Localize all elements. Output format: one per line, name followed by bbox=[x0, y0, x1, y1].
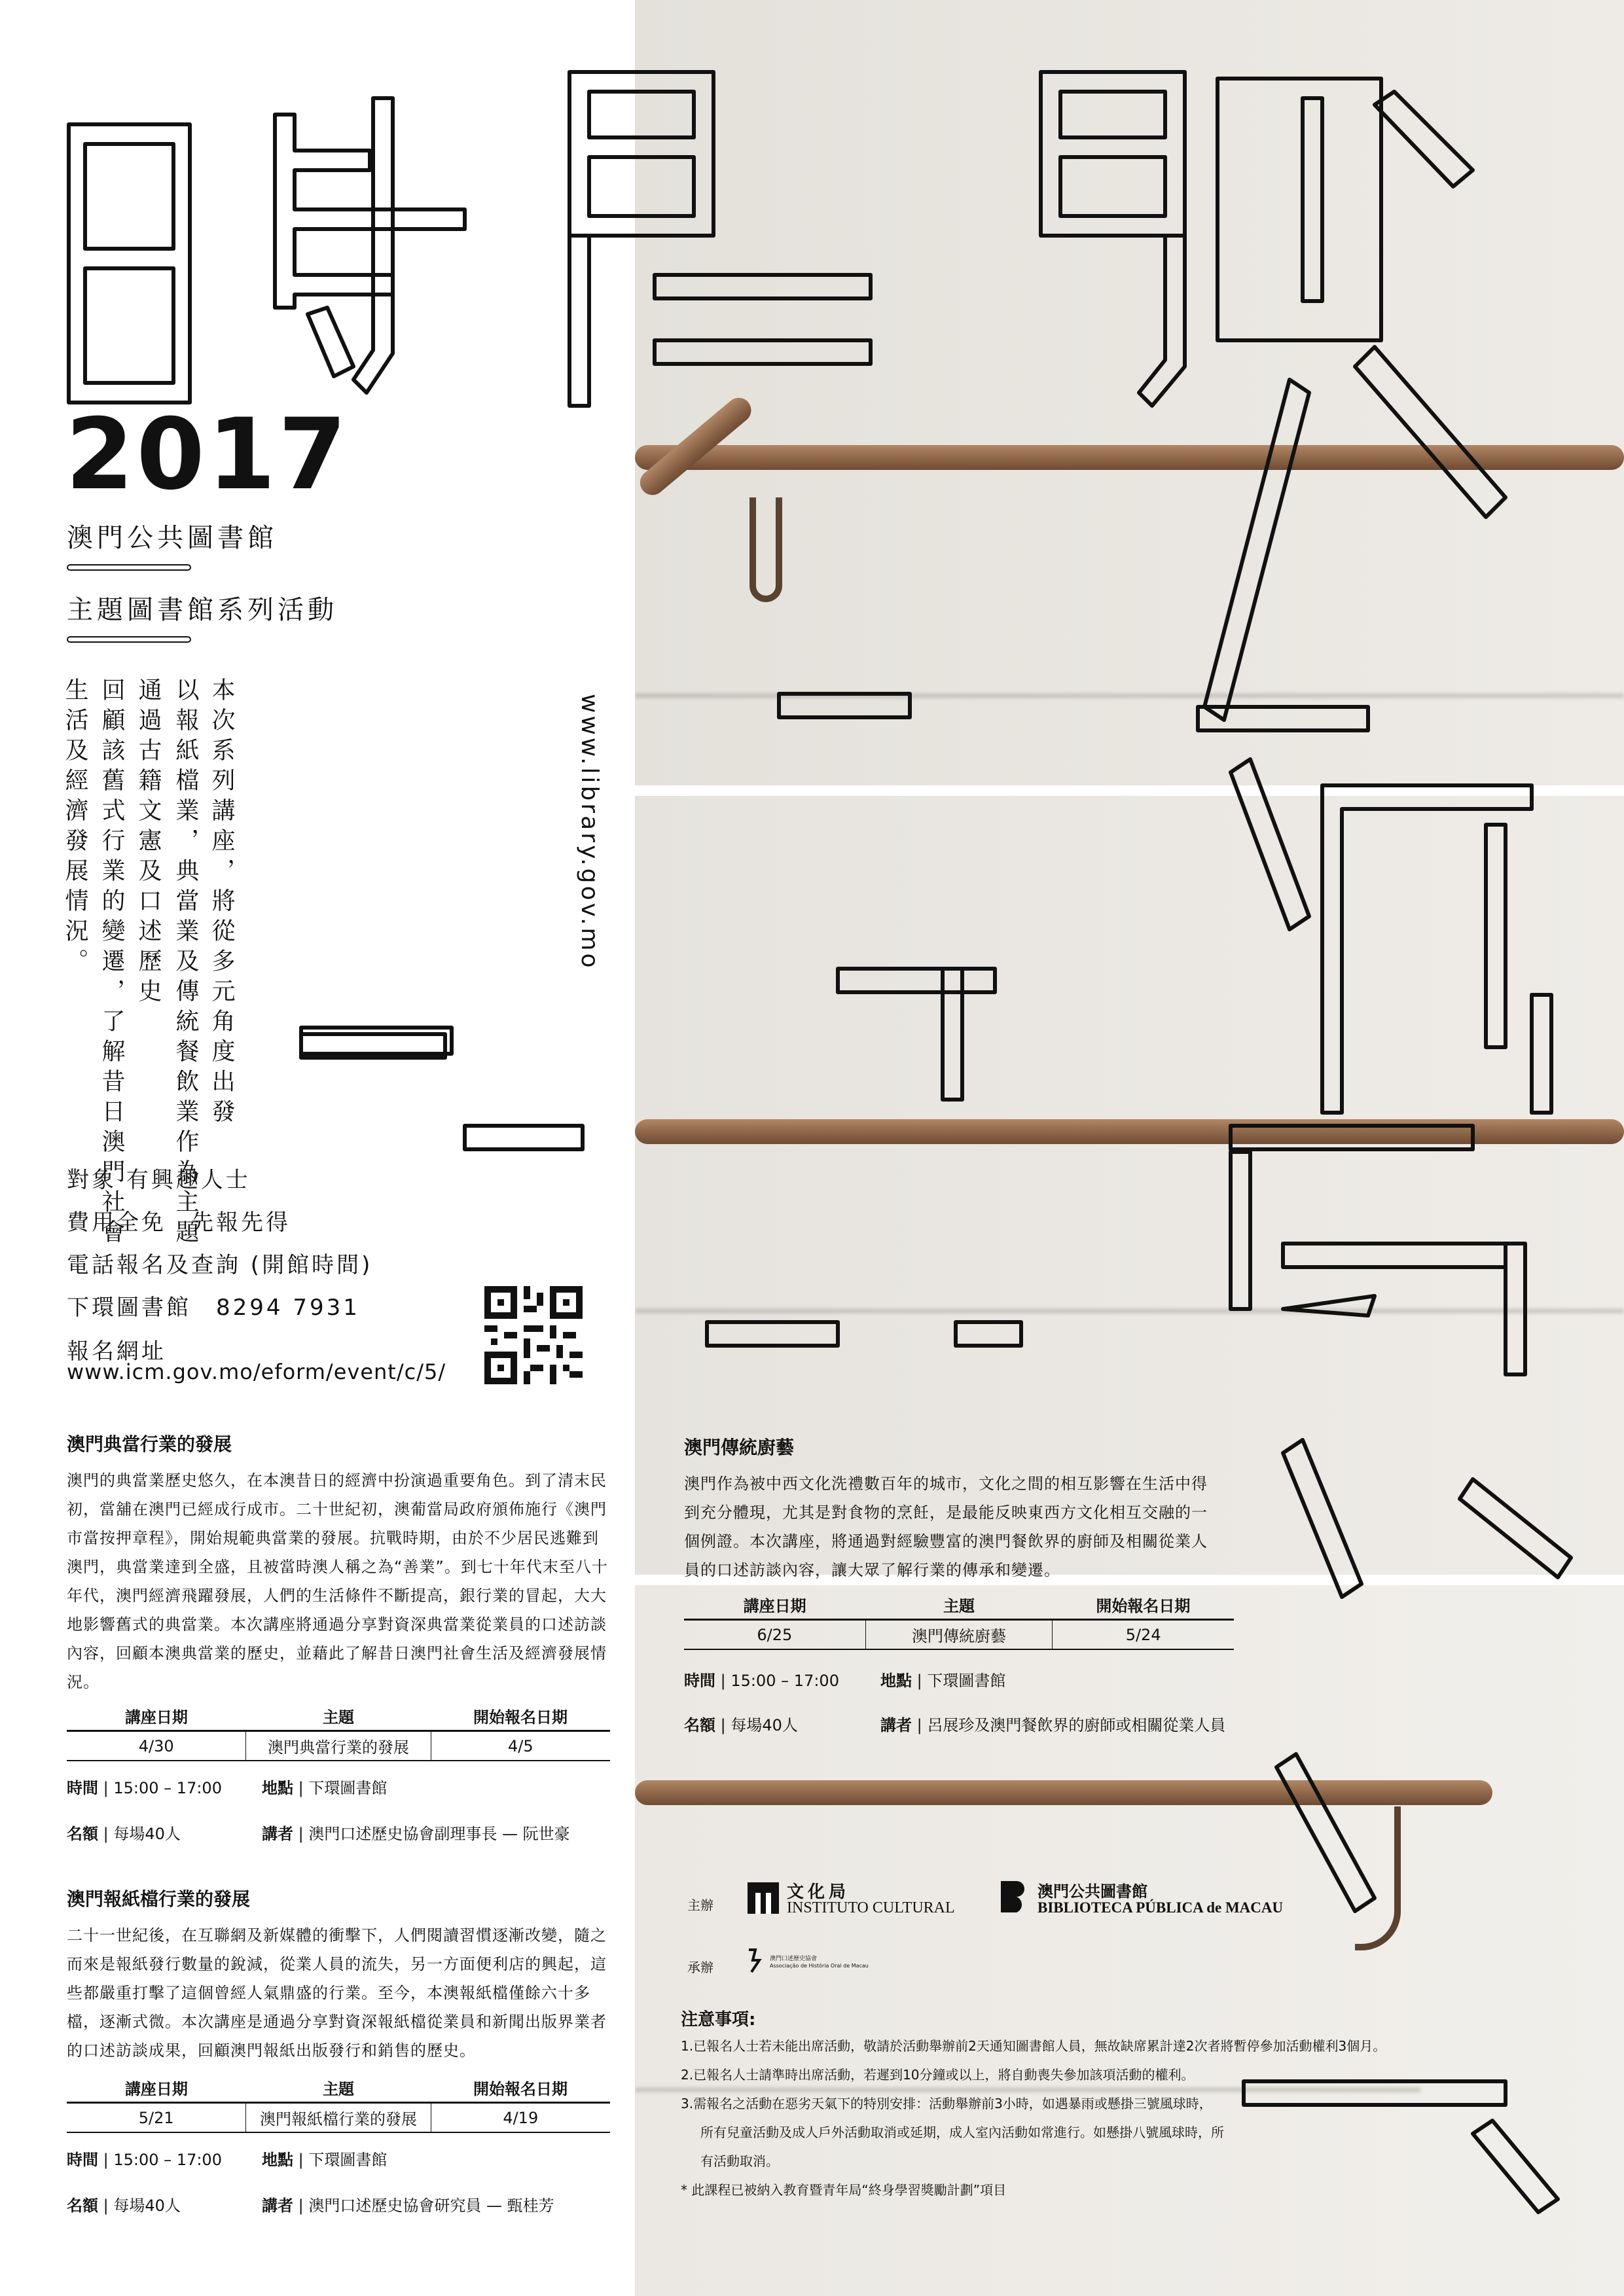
host-label: 主辦 bbox=[687, 1897, 713, 1913]
separator: | bbox=[103, 2197, 109, 2215]
registration-url-link[interactable]: www.icm.gov.mo/eform/event/c/5/ bbox=[67, 1359, 446, 1384]
time-value: 15:00 – 17:00 bbox=[113, 2151, 222, 2169]
intro-column: 通過古籍文憲及口述歷史 bbox=[135, 677, 162, 1009]
col-reg-header: 開始報名日期 bbox=[431, 2073, 610, 2103]
phone-number: 下環圖書館 8294 7931 bbox=[67, 1295, 360, 1321]
note-item: 2.已報名人士請準時出席活動，若遲到10分鐘或以上，將自動喪失參加該項活動的權利。 bbox=[681, 2067, 1195, 2083]
lecture-time bbox=[684, 1668, 839, 1691]
label-place: 地點 bbox=[262, 2151, 293, 2169]
note-item: 所有兒童活動及成人戶外活動取消或延期，成人室內活動如常進行。如懸掛八號風球時，所 bbox=[700, 2125, 1224, 2140]
separator: | bbox=[720, 1716, 726, 1734]
label-quota: 名額 bbox=[684, 1716, 715, 1734]
col-reg-header: 開始報名日期 bbox=[431, 1702, 610, 1731]
schedule-table bbox=[67, 2073, 610, 2133]
divider-bar bbox=[67, 636, 191, 643]
lecture-quota bbox=[67, 1821, 181, 1844]
label-quota: 名額 bbox=[67, 2197, 98, 2215]
intro-column: 回顧該舊式行業的變遷，了解昔日澳門社會 bbox=[98, 677, 125, 1249]
place-value: 下環圖書館 bbox=[927, 1672, 1006, 1690]
lecture-quota bbox=[67, 2193, 181, 2215]
fee-info: 費用全免 先報先得 bbox=[67, 1210, 291, 1236]
place-value: 下環圖書館 bbox=[308, 1779, 388, 1797]
col-date-header: 講座日期 bbox=[67, 1702, 246, 1731]
label-speaker: 講者 bbox=[262, 2197, 293, 2215]
lecture-description: 澳門作為被中西文化洗禮數百年的城市，文化之間的相互影響在生活中得到充分體現，尤其是對食物的烹飪，是最能反映東西方文化相互交融的一個例證。本次講座，將通過對經驗豐富的澳門餐飲界的廚師及相關從業人員的口述訪談內容，讓大眾了解行業的傳承和變遷。 bbox=[684, 1475, 1208, 1579]
intro-column: 本次系列講座，將從多元角度出發 bbox=[208, 677, 235, 1129]
lecture-title: 澳門典當行業的發展 bbox=[67, 1433, 232, 1455]
lecture-title: 澳門報紙檔行業的發展 bbox=[67, 1888, 251, 1910]
time-value: 15:00 – 17:00 bbox=[731, 1672, 839, 1690]
label-time: 時間 bbox=[67, 1779, 98, 1797]
separator: | bbox=[916, 1672, 922, 1690]
label-speaker: 講者 bbox=[880, 1716, 912, 1734]
quota-value: 每場40人 bbox=[113, 1825, 181, 1843]
host2-name-pt: BIBLIOTECA PÚBLICA de MACAU bbox=[1038, 1899, 1284, 1916]
col-topic-header: 主題 bbox=[246, 2073, 431, 2103]
col-reg-header: 開始報名日期 bbox=[1053, 1590, 1234, 1620]
time-value: 15:00 – 17:00 bbox=[113, 1779, 222, 1797]
host1-name-zh: 文化局 bbox=[787, 1882, 850, 1902]
lecture-speaker bbox=[880, 1712, 1225, 1735]
intro-column: 生活及經濟發展情況。 bbox=[62, 677, 88, 978]
cell-date: 6/25 bbox=[684, 1620, 865, 1650]
separator: | bbox=[103, 1825, 109, 1843]
lecture-place bbox=[880, 1668, 1005, 1691]
label-time: 時間 bbox=[67, 2151, 98, 2169]
lecture-time bbox=[67, 1775, 222, 1798]
lecture-place bbox=[262, 1775, 387, 1798]
note-item: 1.已報名人士若未能出席活動，敬請於活動舉辦前2天通知圖書館人員，無故缺席累計達2次者將暫停參加活動權利3個月。 bbox=[681, 2038, 1386, 2054]
lecture-time bbox=[67, 2147, 222, 2170]
audience-info: 對象 有興趣人士 bbox=[67, 1167, 251, 1193]
label-speaker: 講者 bbox=[262, 1825, 293, 1843]
label-place: 地點 bbox=[262, 1779, 293, 1797]
intro-column: 以報紙檔業，典當業及傳統餐飲業作為主題 bbox=[172, 677, 199, 1249]
note-item: 有活動取消。 bbox=[700, 2153, 779, 2169]
notes-title: 注意事項: bbox=[681, 2010, 756, 2030]
organizer-name: 澳門公共圖書館 bbox=[67, 523, 278, 553]
cultural-institute-icon bbox=[746, 1881, 780, 1915]
speaker-value: 澳門口述歷史協會副理事長 — 阮世豪 bbox=[308, 1825, 570, 1843]
divider-bar bbox=[67, 564, 191, 571]
co-name-pt: Associação de História Oral de Macau bbox=[770, 1963, 869, 1969]
note-item: * 此課程已被納入教育暨青年局“終身學習獎勵計劃”項目 bbox=[681, 2182, 1007, 2198]
col-topic-header: 主題 bbox=[865, 1590, 1053, 1620]
year-title: 2017 bbox=[65, 398, 350, 512]
quota-value: 每場40人 bbox=[731, 1716, 798, 1734]
schedule-table bbox=[684, 1590, 1234, 1650]
url-label: 報名網址 bbox=[67, 1338, 166, 1365]
separator: | bbox=[103, 2151, 109, 2169]
phone-label: 電話報名及查詢 (開館時間) bbox=[67, 1252, 373, 1278]
notes-list bbox=[681, 2032, 1420, 2204]
host1-name-pt: INSTITUTO CULTURAL bbox=[787, 1899, 955, 1916]
series-name: 主題圖書館系列活動 bbox=[67, 595, 338, 625]
col-topic-header: 主題 bbox=[246, 1702, 431, 1731]
place-value: 下環圖書館 bbox=[308, 2151, 388, 2169]
cell-reg-start: 4/19 bbox=[431, 2103, 610, 2133]
quota-value: 每場40人 bbox=[113, 2197, 181, 2215]
cell-topic: 澳門報紙檔行業的發展 bbox=[246, 2103, 431, 2133]
website-link[interactable]: www.library.gov.mo bbox=[576, 694, 603, 971]
schedule-table bbox=[67, 1702, 610, 1761]
table-row bbox=[67, 1731, 610, 1761]
separator: | bbox=[298, 2151, 304, 2169]
col-date-header: 講座日期 bbox=[67, 2073, 246, 2103]
co-organizer-label: 承辦 bbox=[687, 1960, 713, 1975]
separator: | bbox=[103, 1779, 109, 1797]
lecture-title: 澳門傳統廚藝 bbox=[684, 1437, 795, 1458]
separator: | bbox=[298, 1779, 304, 1797]
cell-topic: 澳門典當行業的發展 bbox=[246, 1731, 431, 1761]
note-item: 3.需報名之活動在惡劣天氣下的特別安排：活動舉辦前3小時，如遇暴雨或懸掛三號風球時， bbox=[681, 2096, 1212, 2111]
lecture-quota bbox=[684, 1712, 798, 1735]
separator: | bbox=[298, 1825, 304, 1843]
lecture-description: 二十一世紀後，在互聯網及新媒體的衝擊下，人們閱讀習慣逐漸改變，隨之而來是報紙發行數量的銳減，從業人員的流失，另一方面便利店的興起，這些都嚴重打擊了這個曾經人氣鼎盛的行業。至今，本澳報紙檔僅餘六十多檔，逐漸式微。本次講座是通過分享對資深報紙檔從業員和新聞出版界業者的口述訪談成果，回顧澳門報紙出版發行和銷售的歷史。 bbox=[67, 1926, 607, 2060]
oral-history-icon bbox=[746, 1947, 766, 1973]
cell-date: 5/21 bbox=[67, 2103, 246, 2133]
lecture-speaker bbox=[262, 2193, 554, 2215]
table-row bbox=[67, 2103, 610, 2133]
label-time: 時間 bbox=[684, 1672, 715, 1690]
table-row bbox=[684, 1620, 1234, 1650]
speaker-value: 澳門口述歷史協會研究員 — 甄桂芳 bbox=[308, 2197, 554, 2215]
label-place: 地點 bbox=[880, 1672, 912, 1690]
library-b-icon bbox=[998, 1878, 1031, 1915]
cell-topic: 澳門傳統廚藝 bbox=[865, 1620, 1053, 1650]
lecture-speaker bbox=[262, 1821, 570, 1844]
separator: | bbox=[916, 1716, 922, 1734]
col-date-header: 講座日期 bbox=[684, 1590, 865, 1620]
qr-code[interactable] bbox=[484, 1286, 583, 1384]
cell-reg-start: 5/24 bbox=[1053, 1620, 1234, 1650]
co-name-zh: 澳門口述歷史協會 bbox=[770, 1956, 818, 1962]
host2-name-zh: 澳門公共圖書館 bbox=[1038, 1882, 1147, 1901]
cell-date: 4/30 bbox=[67, 1731, 246, 1761]
lecture-place bbox=[262, 2147, 387, 2170]
separator: | bbox=[298, 2197, 304, 2215]
separator: | bbox=[720, 1672, 726, 1690]
lecture-description: 澳門的典當業歷史悠久，在本澳昔日的經濟中扮演過重要角色。到了清末民初，當舖在澳門已經成行成市。二十世紀初，澳葡當局政府頒佈施行《澳門市當按押章程》，開始規範典當業的發展。抗戰時期，由於不少居民逃難到澳門，典當業達到全盛，且被當時澳人稱之為“善業”。到七十年代末至八十年代，澳門經濟飛躍發展，人們的生活條件不斷提高，銀行業的冒起，大大地影響舊式的典當業。本次講座將通過分享對資深典當業從業員的口述訪談內容，回顧本澳典當業的歷史，並藉此了解昔日澳門社會生活及經濟發展情況。 bbox=[67, 1471, 608, 1691]
cell-reg-start: 4/5 bbox=[431, 1731, 610, 1761]
speaker-value: 呂展珍及澳門餐飲界的廚師或相關從業人員 bbox=[927, 1716, 1226, 1734]
label-quota: 名額 bbox=[67, 1825, 98, 1843]
